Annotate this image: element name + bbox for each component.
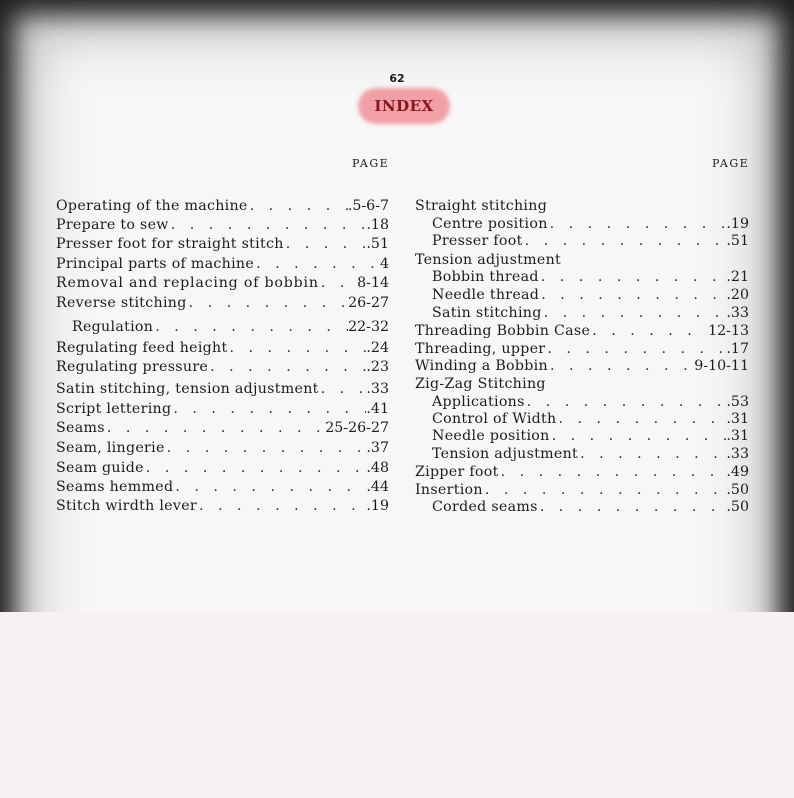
index-entry <box>415 340 749 358</box>
index-entry <box>56 339 389 357</box>
leader-dots <box>319 380 367 398</box>
index-entry <box>415 357 749 375</box>
entry-label: Seams <box>56 420 105 436</box>
entry-label: Applications <box>432 394 525 410</box>
entry-page: 8-14 <box>357 275 389 291</box>
entry-label: Satin stitching, tension adjustment <box>56 381 319 397</box>
index-entry <box>56 380 389 398</box>
entry-page: .37 <box>366 440 389 456</box>
leader-dots <box>105 419 325 437</box>
entry-page: .5-6-7 <box>347 198 389 214</box>
entry-label: Tension adjustment <box>415 252 562 268</box>
leader-dots <box>557 410 727 428</box>
index-entry <box>432 427 749 445</box>
entry-label: Tension adjustment <box>432 446 579 462</box>
entry-label: Insertion <box>415 482 483 498</box>
entry-label: Seam, lingerie <box>56 440 165 456</box>
entry-label: Winding a Bobbin <box>415 358 548 374</box>
index-entry <box>432 410 749 428</box>
entry-label: Zig-Zag Stitching <box>415 376 546 392</box>
entry-label: Presser foot for straight stitch <box>56 236 284 252</box>
index-entry <box>415 463 749 481</box>
index-entry <box>56 235 389 253</box>
entry-page: .33 <box>726 446 749 462</box>
entry-label: Presser foot <box>432 233 523 249</box>
index-entry <box>56 459 389 477</box>
index-entry <box>56 439 389 457</box>
leader-dots <box>208 358 366 376</box>
leader-dots <box>539 286 726 304</box>
entry-label: Removal and replacing of bobbin <box>56 275 319 291</box>
entry-page: .17 <box>726 341 749 357</box>
entry-page: 22-32 <box>348 319 389 335</box>
leader-dots <box>248 197 348 215</box>
leader-dots <box>483 481 727 499</box>
entry-label: Straight stitching <box>415 198 548 214</box>
entry-label: Script lettering <box>56 401 172 417</box>
leader-dots <box>523 232 727 250</box>
index-entry <box>432 304 749 322</box>
index-entry <box>432 268 749 286</box>
leader-dots <box>578 445 726 463</box>
page-lower-area <box>0 612 794 798</box>
leader-dots <box>254 255 380 273</box>
entry-page: .19 <box>366 498 389 514</box>
index-entry <box>56 294 389 312</box>
entry-page: 9-10-11 <box>694 358 749 374</box>
leader-dots <box>153 318 348 336</box>
entry-page: .20 <box>726 287 749 303</box>
left-column-header: PAGE <box>352 157 390 170</box>
entry-label: Needle position <box>432 428 550 444</box>
entry-page: .41 <box>366 401 389 417</box>
leader-dots <box>548 215 727 233</box>
leader-dots <box>165 439 367 457</box>
index-entry <box>56 274 389 292</box>
entry-label: Prepare to sew <box>56 217 169 233</box>
index-entry <box>56 419 389 437</box>
index-entry <box>432 445 749 463</box>
entry-page: .50 <box>726 482 749 498</box>
index-entry <box>432 286 749 304</box>
leader-dots <box>284 235 367 253</box>
entry-label: Satin stitching <box>432 305 542 321</box>
entry-page: .49 <box>726 464 749 480</box>
entry-page: 25-26-27 <box>325 420 389 436</box>
entry-label: Zipper foot <box>415 464 499 480</box>
index-entry <box>432 232 749 250</box>
entry-page: .44 <box>366 479 389 495</box>
entry-page: .21 <box>726 269 749 285</box>
leader-dots <box>197 497 366 515</box>
leader-dots <box>319 274 357 292</box>
index-entry <box>56 497 389 515</box>
right-column-header: PAGE <box>712 157 750 170</box>
index-entry <box>415 481 749 499</box>
entry-page: .53 <box>726 394 749 410</box>
index-entry <box>56 478 389 496</box>
index-entry <box>56 255 389 273</box>
index-entry <box>415 322 749 340</box>
index-entry <box>432 393 749 411</box>
leader-dots <box>548 357 694 375</box>
entry-label: Centre position <box>432 216 548 232</box>
entry-label: Principal parts of machine <box>56 256 255 272</box>
leader-dots <box>171 400 366 418</box>
leader-dots <box>538 498 727 516</box>
leader-dots <box>144 459 367 477</box>
entry-label: Needle thread <box>432 287 540 303</box>
entry-page: .50 <box>726 499 749 515</box>
leader-dots <box>542 304 727 322</box>
entry-label: Regulating feed height <box>56 340 228 356</box>
index-entry <box>56 358 389 376</box>
leader-dots <box>525 393 727 411</box>
leader-dots <box>169 216 367 234</box>
index-entry <box>56 216 389 234</box>
entry-label: Operating of the machine <box>56 198 248 214</box>
entry-label: Seam guide <box>56 460 144 476</box>
entry-label: Corded seams <box>432 499 538 515</box>
leader-dots <box>550 427 727 445</box>
entry-label: Control of Width <box>432 411 557 427</box>
entry-page: .23 <box>366 359 389 375</box>
leader-dots <box>539 268 727 286</box>
entry-page: .51 <box>726 233 749 249</box>
index-entry <box>56 400 389 418</box>
index-heading <box>415 251 749 269</box>
index-entry <box>56 197 389 215</box>
page-title: INDEX <box>374 97 434 115</box>
entry-label: Reverse stitching <box>56 295 187 311</box>
entry-page: 4 <box>379 256 389 272</box>
leader-dots <box>499 463 727 481</box>
entry-label: Seams hemmed <box>56 479 174 495</box>
leader-dots <box>590 322 708 340</box>
entry-label: Stitch wirdth lever <box>56 498 197 514</box>
entry-page: .18 <box>366 217 389 233</box>
leader-dots <box>228 339 367 357</box>
entry-page: .31 <box>726 411 749 427</box>
entry-label: Regulation <box>72 319 154 335</box>
entry-label: Threading, upper <box>415 341 546 357</box>
entry-page: .19 <box>726 216 749 232</box>
entry-page: .33 <box>366 381 389 397</box>
entry-page: .33 <box>726 305 749 321</box>
index-heading <box>415 375 749 393</box>
entry-page: 26-27 <box>348 295 389 311</box>
leader-dots <box>173 478 366 496</box>
index-entry <box>432 498 749 516</box>
entry-label: Threading Bobbin Case <box>415 323 591 339</box>
index-entry <box>432 215 749 233</box>
entry-page: .24 <box>366 340 389 356</box>
leader-dots <box>187 294 348 312</box>
entry-page: 12-13 <box>708 323 749 339</box>
leader-dots <box>545 340 726 358</box>
page-number: 62 <box>389 72 405 85</box>
entry-page: .48 <box>366 460 389 476</box>
entry-label: Bobbin thread <box>432 269 539 285</box>
index-heading <box>415 197 749 215</box>
index-entry <box>72 318 389 336</box>
entry-page: .51 <box>366 236 389 252</box>
entry-page: .31 <box>726 428 749 444</box>
entry-label: Regulating pressure <box>56 359 209 375</box>
